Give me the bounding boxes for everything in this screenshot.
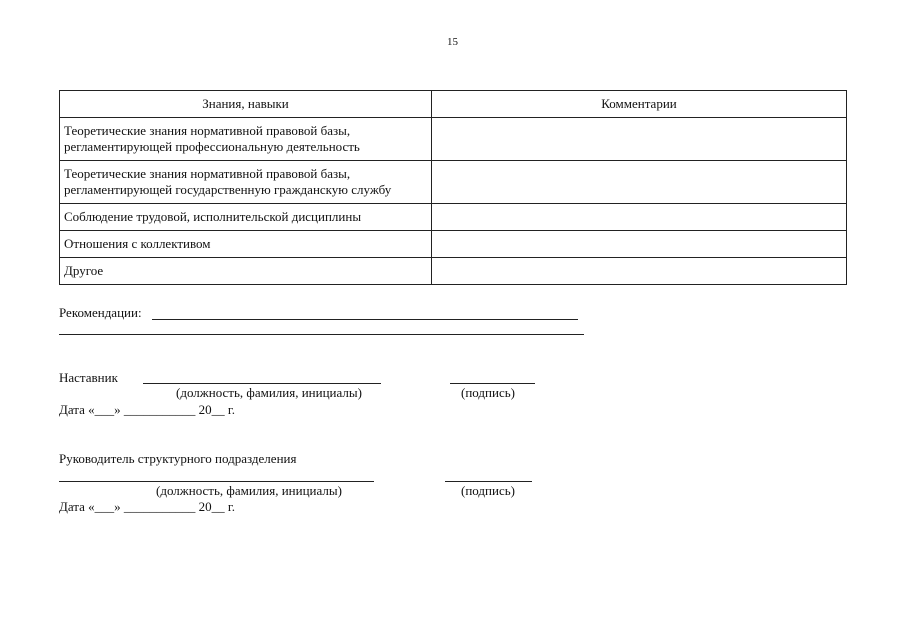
table-row bbox=[60, 258, 847, 285]
mentor-label: Наставник bbox=[59, 370, 118, 385]
table-row bbox=[60, 161, 847, 204]
table-row bbox=[60, 231, 847, 258]
table-header-row bbox=[60, 91, 847, 118]
table-row bbox=[60, 204, 847, 231]
page-number: 15 bbox=[447, 36, 458, 48]
mentor-signature-caption: (подпись) bbox=[461, 385, 515, 400]
comment-cell[interactable] bbox=[432, 258, 847, 285]
head-label: Руководитель структурного подразделения bbox=[59, 451, 297, 466]
skill-cell: Теоретические знания нормативной правовой базы, регламентирующей профессиональную деятельность bbox=[60, 118, 432, 161]
recommendations-label: Рекомендации: bbox=[59, 305, 142, 320]
mentor-position-caption: (должность, фамилия, инициалы) bbox=[176, 385, 362, 400]
head-position-caption: (должность, фамилия, инициалы) bbox=[156, 483, 342, 498]
skill-cell: Теоретические знания нормативной правовой базы, регламентирующей государственную гражданскую службу bbox=[60, 161, 432, 204]
header-skills: Знания, навыки bbox=[60, 91, 432, 118]
head-position-line[interactable] bbox=[59, 481, 374, 482]
mentor-signature-line[interactable] bbox=[450, 383, 535, 384]
comment-cell[interactable] bbox=[432, 204, 847, 231]
skill-cell: Другое bbox=[60, 258, 432, 285]
skill-cell: Отношения с коллективом bbox=[60, 231, 432, 258]
header-comments: Комментарии bbox=[432, 91, 847, 118]
skill-cell: Соблюдение трудовой, исполнительской дисциплины bbox=[60, 204, 432, 231]
recommendations-line-2[interactable] bbox=[59, 334, 584, 335]
comment-cell[interactable] bbox=[432, 118, 847, 161]
head-signature-caption: (подпись) bbox=[461, 483, 515, 498]
head-signature-line[interactable] bbox=[445, 481, 532, 482]
comment-cell[interactable] bbox=[432, 231, 847, 258]
table-row bbox=[60, 118, 847, 161]
recommendations-line-1[interactable] bbox=[152, 319, 578, 320]
mentor-position-line[interactable] bbox=[143, 383, 381, 384]
comment-cell[interactable] bbox=[432, 161, 847, 204]
head-date-line: Дата «___» ___________ 20__ г. bbox=[59, 499, 236, 514]
skills-table bbox=[59, 90, 847, 285]
mentor-date-line: Дата «___» ___________ 20__ г. bbox=[59, 402, 236, 417]
